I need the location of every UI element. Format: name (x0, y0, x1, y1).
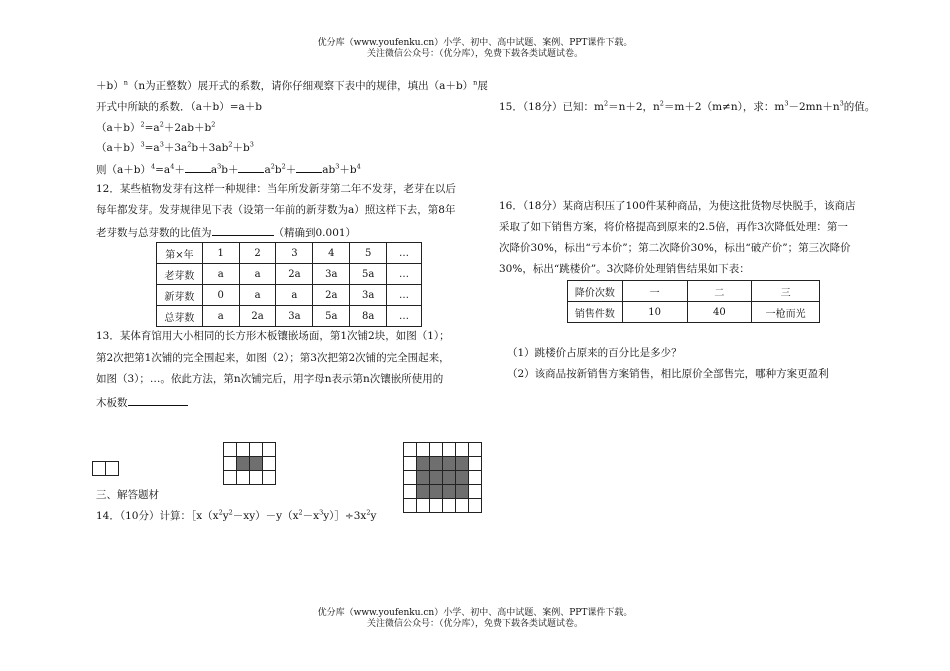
answer-blank[interactable] (238, 162, 264, 173)
table-cell: 5a (313, 306, 350, 327)
table-cell: a (276, 285, 313, 306)
q16-sub1: （1）跳楼价占原来的百分比是多少？ (507, 347, 682, 359)
row-header-cell: 第×年 (157, 243, 203, 264)
answer-blank[interactable] (185, 162, 211, 173)
q11-line3: $(a+b)^2=a^2+2ab+b^2$ (96, 120, 216, 134)
table-cell: a (202, 306, 239, 327)
q13-line3: 如图（3）；…。依此方法，第n次铺完后，用字母n表示第n次镶嵌所使用的 (96, 373, 444, 385)
table-cell: 3 (276, 243, 313, 264)
table-cell: 2a (313, 285, 350, 306)
row-header-cell: 降价次数 (568, 281, 623, 302)
page-header-line1: 优分库（www.youfenku.cn）小学、初中、高中试题、案例、PPT课件下载。 (317, 38, 633, 48)
figure-1-grid (92, 461, 119, 476)
table-cell: 二 (687, 281, 752, 302)
q16-sub2: （2）该商品按新销售方案销售，相比原价全部售完，哪种方案更盈利 (507, 368, 829, 380)
table-cell: 5 (350, 243, 387, 264)
table-row (157, 243, 422, 264)
table-cell: 一枪而光 (752, 302, 820, 323)
q11-line2: 开式中所缺的系数．（a＋b）=a＋b (96, 101, 263, 113)
row-header-cell: 销售件数 (568, 302, 623, 323)
table-cell: 2a (239, 306, 276, 327)
q16-line4: 30%，标出“跳楼价”。3次降价处理销售结果如下表： (499, 263, 750, 275)
row-header-cell: 老芽数 (157, 264, 203, 285)
q16-line2: 采取了如下销售方案，将价格提高到原来的2.5倍，再作3次降低处理：第一 (499, 221, 848, 233)
table-row (157, 285, 422, 306)
page-footer-line1: 优分库（www.youfenku.cn）小学、初中、高中试题、案例、PPT课件下载。 (317, 608, 633, 618)
answer-blank[interactable] (128, 395, 188, 406)
q14: 14．（10分）计算：$[x(x^2y^2-xy)-y(x^2-x^3y)]\div 3x^2y$ (96, 508, 377, 522)
table-cell: a (239, 264, 276, 285)
row-header-cell: 总芽数 (157, 306, 203, 327)
table-cell: … (387, 285, 422, 306)
table-cell: 2a (276, 264, 313, 285)
table-cell: … (387, 264, 422, 285)
section-3-heading: 三、解答题材 (96, 489, 159, 501)
figure-2-grid (223, 442, 276, 485)
table-cell: … (387, 306, 422, 327)
table-row (568, 281, 820, 302)
row-header-cell: 新芽数 (157, 285, 203, 306)
table-cell: 3a (276, 306, 313, 327)
table-cell: 0 (202, 285, 239, 306)
sprout-table (156, 242, 422, 327)
table-cell: 1 (202, 243, 239, 264)
table-cell: a (239, 285, 276, 306)
answer-blank[interactable] (212, 225, 274, 236)
q11-line5: 则$(a+b)^4=a^4+ a^3b+ a^2b^2+ ab^3+b^4$ (96, 162, 361, 176)
table-cell: 10 (622, 302, 687, 323)
page-header-line2: 关注微信公众号：（优分库），免费下载各类试题试卷。 (366, 49, 583, 59)
table-cell: 8a (350, 306, 387, 327)
q13-line4: 木板数 (96, 395, 188, 410)
q16-line1: 16．（18分）某商店积压了100件某种商品，为使这批货物尽快脱手，该商店 (499, 200, 856, 212)
table-cell: 3a (350, 285, 387, 306)
table-cell: 40 (687, 302, 752, 323)
table-cell: 三 (752, 281, 820, 302)
page-footer-line2: 关注微信公众号：（优分库），免费下载各类试题试卷。 (366, 619, 583, 629)
table-row (568, 302, 820, 323)
table-row (157, 264, 422, 285)
table-cell: 4 (313, 243, 350, 264)
answer-blank[interactable] (296, 162, 322, 173)
q13-line2: 第2次把第1次铺的完全围起来，如图（2）；第3次把第2次铺的完全围起来， (96, 352, 450, 364)
q12-line3: 老芽数与总芽数的比值为 （精确到0.001） (96, 227, 357, 239)
figure-3-grid (403, 442, 482, 513)
q11-line4: $(a+b)^3=a^3+3a^2b+3ab^2+b^3$ (96, 140, 254, 154)
q13-line1: 13．某体育馆用大小相同的长方形木板镶嵌场面，第1次铺2块，如图（1）； (96, 330, 450, 342)
table-cell: 一 (622, 281, 687, 302)
sales-table (567, 280, 820, 323)
table-cell: a (202, 264, 239, 285)
q16-line3: 次降价30%，标出“亏本价”；第二次降价30%，标出“破产价”；第三次降价 (499, 242, 851, 254)
table-cell: 5a (350, 264, 387, 285)
q12-line2: 每年都发芽。发芽规律见下表（设第一年前的新芽数为a）照这样下去，第8年 (96, 204, 456, 216)
table-row (157, 306, 422, 327)
q15: 15．（18分）已知：$m^2=n+2$，$n^2=m+2(m\ne n)$，求：$m^3-2mn+n^3$的值。 (499, 99, 876, 113)
table-cell: … (387, 243, 422, 264)
q12-line1: 12．某些植物发芽有这样一种规律：当年所发新芽第二年不发芽，老芽在以后 (96, 183, 456, 195)
table-cell: 3a (313, 264, 350, 285)
q11-line1: ＋b）$^n$（n为正整数）展开式的系数，请你仔细观察下表中的规律，填出$(a+b)^n$展 (96, 78, 488, 92)
table-cell: 2 (239, 243, 276, 264)
